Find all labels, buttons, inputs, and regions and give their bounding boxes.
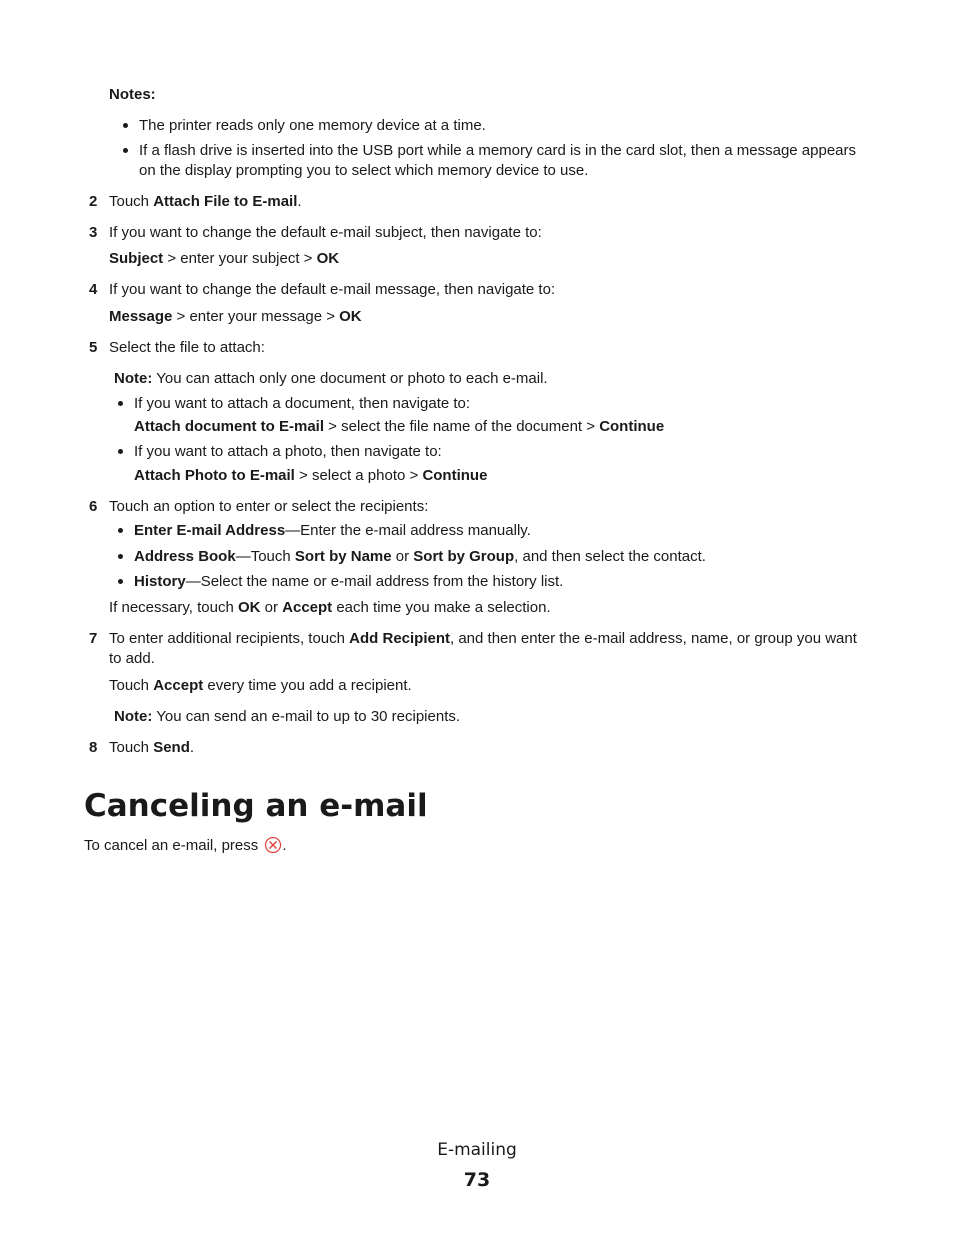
- notes-item-2: If a flash drive is inserted into the USB port while a memory card is in the card slot, then a message appears: [139, 142, 857, 159]
- step-number: 8: [89, 739, 98, 756]
- bullet: [118, 528, 123, 533]
- step-6-option-3: History—Select the name or e-mail address from the history list.: [134, 573, 564, 590]
- step-3-text: If you want to change the default e-mail subject, then navigate to:: [109, 224, 542, 241]
- section-heading: Canceling an e-mail: [84, 788, 428, 824]
- bullet: [118, 579, 123, 584]
- step-6-option-2: Address Book—Touch Sort by Name or Sort by Group, and then select the contact.: [134, 548, 706, 565]
- section-text: To cancel an e-mail, press .: [84, 836, 287, 860]
- step-7-para: Touch Accept every time you add a recipient.: [109, 677, 412, 694]
- step-5-bullet-1-path: Attach document to E-mail > select the file name of the document > Continue: [134, 418, 665, 435]
- bullet: [118, 554, 123, 559]
- step-number: 2: [89, 193, 98, 210]
- step-7-text: To enter additional recipients, touch Add Recipient, and then enter the e-mail address, name, or group you want: [109, 630, 857, 647]
- step-3-path: Subject > enter your subject > OK: [109, 250, 340, 267]
- bullet: [123, 148, 128, 153]
- step-7-text-cont: to add.: [109, 650, 155, 667]
- step-number: 4: [89, 281, 98, 298]
- notes-heading: Notes:: [109, 86, 156, 103]
- step-6-text: Touch an option to enter or select the recipients:: [109, 498, 429, 515]
- notes-item-2-cont: on the display prompting you to select which memory device to use.: [139, 162, 589, 179]
- bullet: [118, 449, 123, 454]
- step-number: 6: [89, 498, 98, 515]
- step-number: 7: [89, 630, 98, 647]
- step-6-after: If necessary, touch OK or Accept each time you make a selection.: [109, 599, 551, 616]
- footer-chapter: E-mailing: [437, 1140, 517, 1160]
- page-number: 73: [463, 1169, 491, 1191]
- bullet: [118, 401, 123, 406]
- step-4-text: If you want to change the default e-mail message, then navigate to:: [109, 281, 556, 298]
- step-4-path: Message > enter your message > OK: [109, 308, 362, 325]
- step-number: 3: [89, 224, 98, 241]
- step-5-note: Note: You can attach only one document or photo to each e-mail.: [114, 370, 548, 387]
- step-5-bullet-2: If you want to attach a photo, then navigate to:: [134, 443, 442, 460]
- step-number: 5: [89, 339, 98, 356]
- step-7-note: Note: You can send an e-mail to up to 30 recipients.: [114, 708, 461, 725]
- notes-item-1: The printer reads only one memory device at a time.: [139, 117, 486, 134]
- step-6-option-1: Enter E-mail Address—Enter the e-mail address manually.: [134, 522, 531, 539]
- cancel-icon: [264, 836, 282, 860]
- step-2-text: Touch Attach File to E-mail.: [109, 193, 302, 210]
- step-5-bullet-2-path: Attach Photo to E-mail > select a photo > Continue: [134, 467, 488, 484]
- step-5-bullet-1: If you want to attach a document, then navigate to:: [134, 395, 471, 412]
- step-8-text: Touch Send.: [109, 739, 195, 756]
- bullet: [123, 123, 128, 128]
- step-5-text: Select the file to attach:: [109, 339, 265, 356]
